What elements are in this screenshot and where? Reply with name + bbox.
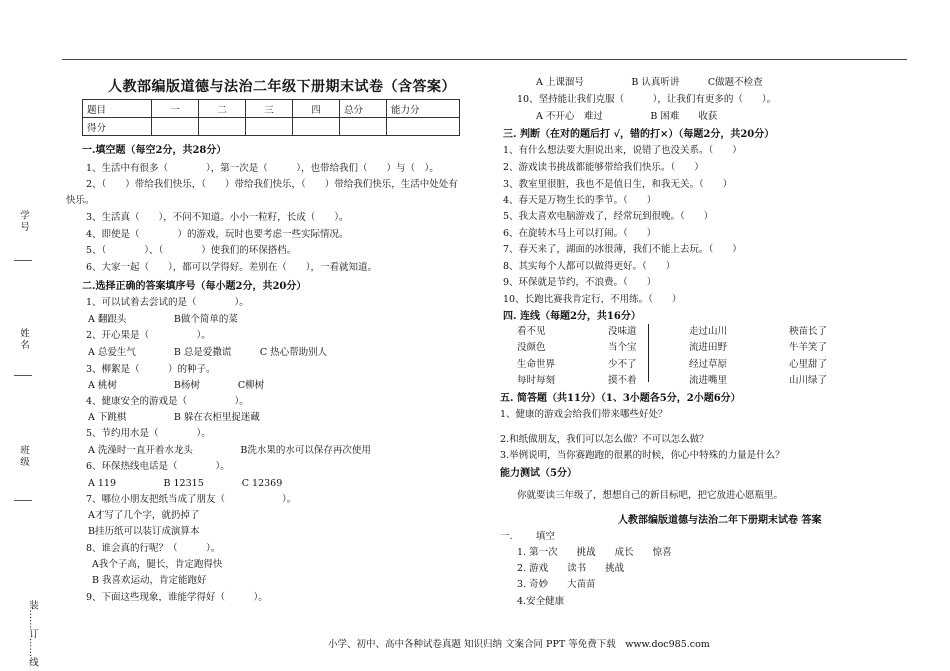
score-cell[interactable] (152, 118, 199, 136)
match-divider (648, 324, 649, 382)
s2-line: 1、可以试着去尝试的是（ ）。 (86, 297, 249, 308)
s1-line: 5、（ ）、（ ）使我们的环保搭档。 (86, 245, 297, 256)
score-table-header: 能力分 (387, 100, 460, 118)
score-table-row (83, 118, 460, 136)
binding-margin (0, 0, 50, 671)
score-table-header: 一 (152, 100, 199, 118)
answer-line: 4.安全健康 (517, 596, 565, 607)
score-cell[interactable] (246, 118, 293, 136)
score-table-header: 总分 (340, 100, 387, 118)
section-2-heading: 二.选择正确的答案填序号（每小题2分，共20分） (82, 281, 307, 292)
s2-line: 6、环保热线电话是（ ）。 (86, 461, 230, 472)
answer-line: 3. 奇妙 大苗苗 (517, 579, 596, 590)
section-5-heading: 五. 简答题（共11分）（1、3小题各5分，2小题6分） (500, 393, 741, 404)
score-table-header: 二 (199, 100, 246, 118)
match-left-item: 流进田野 (689, 342, 728, 353)
s2-line: A 翻跟头 B做个简单的菜 (88, 314, 238, 325)
match-left-item: 流进嘴里 (689, 375, 728, 386)
s3-line: 7、春天来了，湖面的冰很薄，我们不能上去玩。（ ） (503, 244, 742, 255)
s2-line: 4、健康安全的游戏是（ ）。 (86, 396, 249, 407)
name-line (14, 375, 32, 376)
match-left-item: 每时每刻 (517, 375, 556, 386)
s1-line: 1、生活中有很多（ ），第一次是（ ），也带给我们（ ）与（ ）。 (86, 163, 439, 174)
s3-line: 1、有什么想法要大胆说出来，说错了也没关系。（ ） (503, 145, 742, 156)
binding-line-label: 装……订……线 (27, 600, 38, 667)
s3-line: 9、环保就是节约，不浪费。（ ） (503, 277, 657, 288)
s2-line: B挂历纸可以装订成演算本 (88, 526, 200, 537)
match-right-item: 摸不着 (608, 375, 637, 386)
match-right-item: 当个宝 (608, 342, 637, 353)
page-footer: 小学、初中、高中各种试卷真题 知识归纳 文案合同 PPT 等免费下载 www.doc985.com (328, 639, 710, 650)
match-right-item: 山川绿了 (789, 375, 828, 386)
score-cell[interactable] (293, 118, 340, 136)
s2-line: A 总爱生气 B 总是爱撒谎 C 热心帮助别人 (88, 347, 328, 358)
match-left-item: 经过草原 (689, 359, 728, 370)
s2-line: 2、开心果是（ ）。 (86, 330, 211, 341)
answer-line: 2. 游戏 读书 挑战 (517, 563, 625, 574)
score-cell[interactable] (387, 118, 460, 136)
score-table-header: 四 (293, 100, 340, 118)
score-table-header-row (83, 100, 460, 118)
ability-question: 你就要读三年级了，想想自己的新目标吧，把它放进心愿瓶里。 (517, 490, 784, 501)
s1-line: 6、大家一起（ ），都可以学得好。差别在（ ），一看就知道。 (86, 262, 378, 273)
class-line (14, 500, 32, 501)
match-right-item: 心里甜了 (789, 359, 828, 370)
s3-line: 10、长跑比赛我肯定行，不用练。（ ） (503, 294, 682, 305)
s3-line: 6、在旋转木马上可以打闹。（ ） (503, 228, 657, 239)
s2-line: 8、谁会真的行呢？（ ）。 (86, 543, 221, 554)
s5-question: 2.和纸做朋友，我们可以怎么做？不可以怎么做？ (500, 434, 709, 445)
match-left-item: 走过山川 (689, 326, 728, 337)
s3-line: 8、其实每个人都可以做得更好。（ ） (503, 261, 676, 272)
page-title: 人教部编版道德与法治二年级下册期末试卷（含答案） (108, 79, 456, 95)
s1-line: 快乐。 (66, 195, 95, 206)
s2-line: 7、哪位小朋友把纸当成了朋友（ ）。 (86, 494, 297, 505)
s2-line: A 119 B 12315 C 12369 (88, 478, 283, 489)
match-right-item: 秧苗长了 (789, 326, 828, 337)
ability-heading: 能力测试（5分） (500, 468, 577, 479)
student-id-label: 学号 (18, 210, 29, 233)
answers-title: 人教部编版道德与法治二年下册期末试卷 答案 (618, 515, 822, 526)
s1-line: 4、即使是（ ）的游戏，玩时也要考虑一些实际情况。 (86, 229, 349, 240)
s2-line: A 桃树 B杨树 C柳树 (88, 380, 265, 391)
s3-line: 3、教室里很脏，我也不是值日生，和我无关。（ ） (503, 179, 733, 190)
s5-question: 3.举例说明，当你赛跑跑的很累的时候，你心中特殊的力量是什么？ (500, 450, 785, 461)
score-table-header: 题目 (83, 100, 152, 118)
name-label: 姓名 (18, 328, 29, 351)
s2-line: 9、下面这些现象，谁能学得好（ ）。 (86, 592, 268, 603)
s1-line: 2、（ ）带给我们快乐，（ ）带给我们快乐，（ ）带给我们快乐，生活中处处有 (86, 179, 458, 190)
s3-line: 2、游戏读书挑战都能够带给我们快乐。（ ） (503, 162, 704, 173)
class-label: 班级 (18, 445, 29, 468)
answers-section-title: 填空 (536, 531, 556, 542)
score-cell[interactable] (199, 118, 246, 136)
student-id-line (14, 260, 32, 261)
r-top-line: 10、坚持能让我们克服（ ），让我们有更多的（ ）。 (517, 94, 777, 105)
s2-line: A才写了几个字，就扔掉了 (88, 510, 200, 521)
section-1-heading: 一.填空题（每空2分，共28分） (82, 145, 227, 156)
score-table (82, 99, 460, 136)
score-table-header: 三 (246, 100, 293, 118)
s2-line: A 下跳棋 B 躲在衣柜里捉迷藏 (88, 412, 260, 423)
header-rule (62, 59, 907, 60)
s1-line: 3、生活真（ ），不问不知道。小小一粒籽，长成（ ）。 (86, 212, 349, 223)
section-4-heading: 四. 连线（每题2分，共16分） (503, 311, 641, 322)
answers-section-label: 一. (500, 531, 513, 542)
s2-line: 5、节约用水是（ ）。 (86, 428, 211, 439)
section-3-heading: 三. 判断（在对的题后打 √，错的打×）（每题2分，共20分） (503, 129, 775, 140)
match-right-item: 牛羊笑了 (789, 342, 828, 353)
match-right-item: 少不了 (608, 359, 637, 370)
r-top-line: A 上课溜号 B 认真听讲 C做题不检查 (536, 77, 763, 88)
s3-line: 5、我太喜欢电脑游戏了，经常玩到很晚。（ ） (503, 211, 714, 222)
s5-question: 1、健康的游戏会给我们带来哪些好处？ (500, 409, 668, 420)
s2-line: B 我喜欢运动，肯定能跑好 (92, 575, 207, 586)
r-top-line: A 不开心 难过 B 困难 收获 (536, 111, 718, 122)
match-left-item: 生命世界 (517, 359, 556, 370)
s2-line: A 洗澡时一直开着水龙头 B洗水果的水可以保存再次使用 (88, 445, 371, 456)
answer-line: 1. 第一次 挑战 成长 惊喜 (517, 547, 672, 558)
score-cell[interactable] (340, 118, 387, 136)
match-right-item: 没味道 (608, 326, 637, 337)
match-left-item: 没颜色 (517, 342, 546, 353)
match-left-item: 看不见 (517, 326, 546, 337)
s2-line: A我个子高，腿长，肯定跑得快 (92, 559, 223, 570)
score-row-label: 得分 (83, 118, 152, 136)
s3-line: 4、春天是万物生长的季节。（ ） (503, 195, 657, 206)
s2-line: 3、柳絮是（ ）的种子。 (86, 364, 216, 375)
